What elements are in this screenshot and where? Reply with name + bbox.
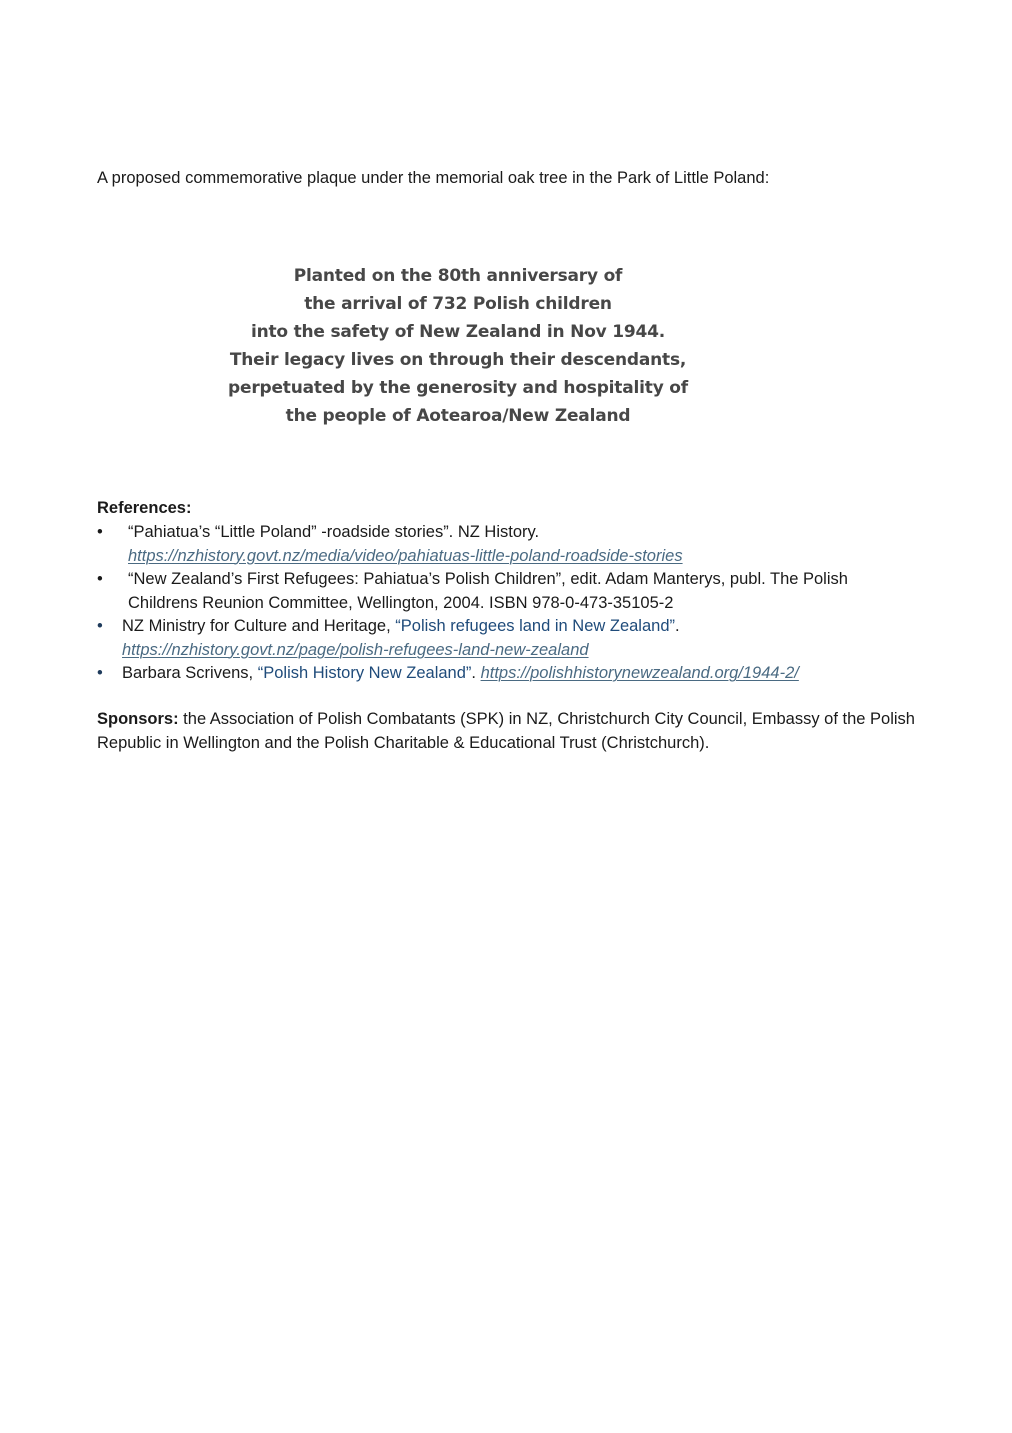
reference-item	[97, 521, 917, 568]
reference-prefix: NZ Ministry for Culture and Heritage,	[122, 617, 396, 635]
intro-text: A proposed commemorative plaque under the memorial oak tree in the Park of Little Poland:	[97, 169, 770, 187]
reference-text: Childrens Reunion Committee, Wellington, 2004. ISBN 978-0-473-35105-2	[128, 593, 674, 612]
reference-item	[97, 615, 917, 662]
reference-item	[97, 568, 917, 615]
reference-suffix: .	[675, 617, 680, 635]
reference-title-link[interactable]: “Polish refugees land in New Zealand”	[395, 617, 676, 635]
bullet-icon: •	[97, 523, 103, 541]
plaque-text	[208, 262, 708, 430]
reference-body	[97, 568, 917, 615]
reference-title-link[interactable]: “Polish History New Zealand”	[257, 664, 472, 682]
plaque-line: Their legacy lives on through their descendants,	[229, 350, 687, 370]
plaque-line: Planted on the 80th anniversary of	[293, 266, 623, 286]
references-heading: References:	[97, 499, 192, 517]
reference-body	[97, 521, 917, 568]
sponsors-paragraph	[97, 708, 927, 755]
reference-prefix: Barbara Scrivens,	[122, 664, 258, 682]
plaque-line: into the safety of New Zealand in Nov 1944.	[250, 322, 666, 342]
reference-body	[97, 615, 917, 662]
reference-body	[97, 662, 917, 686]
bullet-icon: •	[97, 664, 103, 682]
reference-link[interactable]: https://polishhistorynewzealand.org/1944-2/	[480, 664, 799, 682]
plaque-line: perpetuated by the generosity and hospitality of	[228, 378, 688, 398]
reference-link[interactable]: https://nzhistory.govt.nz/media/video/pahiatuas-little-poland-roadside-stories	[128, 546, 683, 565]
sponsors-text: the Association of Polish Combatants (SPK) in NZ, Christchurch City Council, Embassy of the Polish Republic in Wellington and the Polish Charitable & Educational Trust (Christchurch).	[97, 710, 915, 752]
references-list	[97, 521, 917, 686]
reference-text: “Pahiatua’s “Little Poland” -roadside stories”. NZ History.	[128, 523, 540, 541]
sponsors-label: Sponsors:	[97, 710, 179, 728]
plaque-line: the people of Aotearoa/New Zealand	[285, 406, 631, 426]
reference-item	[97, 662, 917, 686]
bullet-icon: •	[97, 570, 103, 588]
reference-suffix: .	[471, 664, 481, 682]
reference-link[interactable]: https://nzhistory.govt.nz/page/polish-refugees-land-new-zealand	[122, 640, 589, 659]
plaque-line: the arrival of 732 Polish children	[304, 294, 612, 314]
bullet-icon: •	[97, 617, 103, 635]
reference-text: “New Zealand’s First Refugees: Pahiatua’s Polish Children”, edit. Adam Manterys, publ. The Polish	[128, 570, 848, 588]
